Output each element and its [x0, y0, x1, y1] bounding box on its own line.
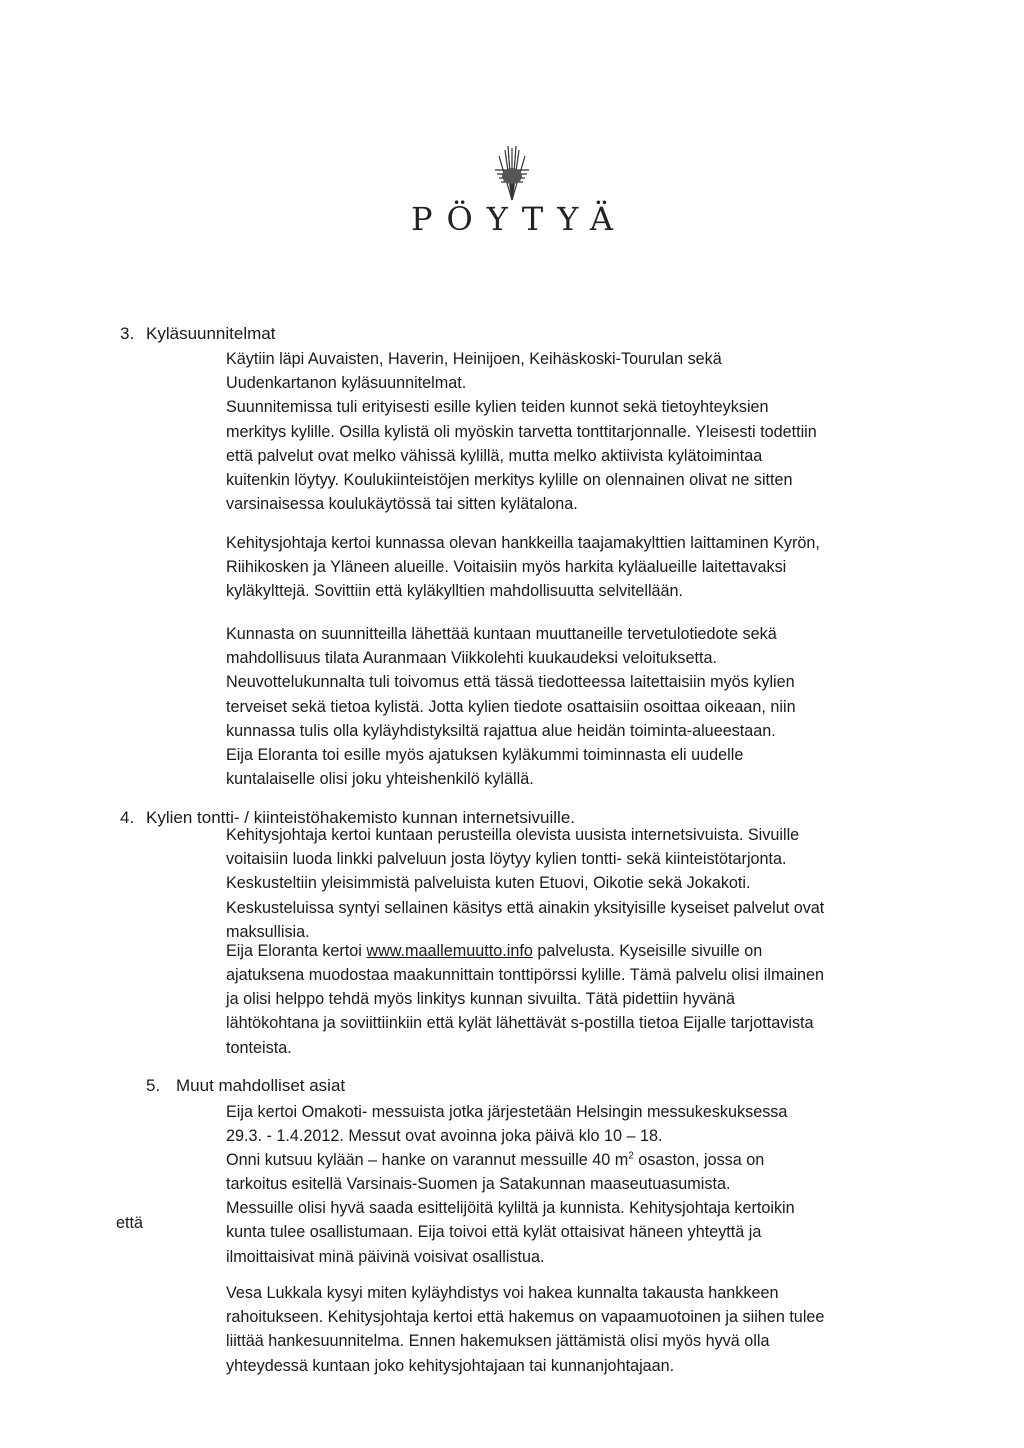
section-number: 5.	[146, 1076, 161, 1095]
paragraph: Kehitysjohtaja kertoi kuntaan perusteilla olevista uusista internetsivuista. Sivuille voitaisiin luoda linkki palveluun josta löytyy kylien tontti- sekä kiinteistötarjonta. Keskusteltiin yleisimmistä palveluista kuten Etuovi, Oikotie sekä Jokakoti. Keskusteluissa syntyi sellainen käsitys että ainakin yksityisille kyseiset palvelut ovat maksullisia.	[226, 826, 825, 941]
paragraph: Kunnasta on suunnitteilla lähettää kuntaan muuttaneille tervetulotiedote sekä mahdollisuus tilata Auranmaan Viikkolehti kuukaudeksi veloituksetta. Neuvottelukunnalta tuli toivomus että tässä tiedotteessa laitettaisiin myös kylien terveiset sekä tietoa kylistä. Jotta kylien tiedote osattaisiin osoittaa oikeaan, niin kunnassa tulis olla kyläyhdistyksiltä rajattua alue heidän toiminta-alueestaan. Eija Eloranta toi esille myös ajatuksen kyläkummi toiminnasta eli uudelle kuntalaiselle olisi joku yhteishenkilö kylällä.	[226, 625, 796, 789]
superscript: 2	[628, 1150, 634, 1162]
section-number: 4.	[120, 808, 135, 827]
section-number: 3.	[120, 324, 135, 343]
paragraph: Käytiin läpi Auvaisten, Haverin, Heinijoen, Keihäskoski-Tourulan sekä Uudenkartanon kyläsuunnitelmat. Suunnitemissa tuli erityisesti esille kylien teiden kunnot sekä tietoyhteyksien merkitys kylille. Osilla kylistä oli myöskin tarvetta tonttitarjonnalle. Yleisesti todettiin että palvelut ovat melko vähissä kylillä, mutta melko aktiivista kylätoimintaa kuitenkin löytyy. Koulukiinteistöjen merkitys kylille on olennainen olivat ne sitten varsinaisessa koulukäytössä tai sitten kylätalona.	[226, 350, 817, 514]
link-paragraph-first-line	[226, 939, 762, 963]
paragraph-line: Eija kertoi Omakoti- messuista jotka järjestetään Helsingin messukeskuksessa	[226, 1103, 788, 1121]
paragraph: Vesa Lukkala kysyi miten kyläyhdistys voi hakea kunnalta takausta hankkeen rahoitukseen. Kehitysjohtaja kertoi että hakemus on vapaamuotoinen ja siihen tulee liittää hankesuunnitelma. Ennen hakemuksen jättämistä olisi myös hyvä olla yhteydessä kuntaan joko kehitysjohtajaan tai kunnanjohtajaan.	[226, 1284, 825, 1375]
wheat-sheaf-icon	[477, 140, 547, 204]
section-title: Kyläsuunnitelmat	[146, 324, 276, 343]
paragraph: tarkoitus esitellä Varsinais-Suomen ja Satakunnan maaseutuasumista. Messuille olisi hyvä saada esittelijöitä kyliltä ja kunnista. Kehitysjohtaja kertoikin kunta tulee osallistumaan. Eija toivoi että kylät ottaisivat häneen yhteyttä ja ilmoittaisivat minä päivinä voisivat osallistua.	[226, 1175, 795, 1266]
text: Eija Eloranta kertoi	[226, 942, 367, 960]
municipality-logo	[0, 140, 1024, 238]
paragraph-line: 29.3. - 1.4.2012. Messut ovat avoinna joka päivä klo 10 – 18.	[226, 1127, 663, 1145]
logo-wordmark: PÖYTYÄ	[411, 200, 627, 238]
maallemuutto-link[interactable]: www.maallemuutto.info	[366, 942, 533, 960]
section-title: Kylien tontti- / kiinteistöhakemisto kunnan internetsivuille.	[146, 808, 575, 827]
paragraph: ajatuksena muodostaa maakunnittain tonttipörssi kylille. Tämä palvelu olisi ilmainen ja olisi helppo tehdä myös linkitys kunnan sivuilta. Tätä pidettiin hyvänä lähtökohtana ja soviittiinkiin että kylät lähettävät s-postilla tietoa Eijalle tarjottavista tonteista.	[226, 966, 825, 1057]
text: palvelusta. Kyseisille sivuille on	[532, 942, 763, 960]
margin-word: että	[116, 1214, 144, 1232]
section-title: Muut mahdolliset asiat	[176, 1076, 346, 1095]
text: Onni kutsuu kylään – hanke on varannut messuille 40 m	[226, 1151, 629, 1169]
paragraph: Kehitysjohtaja kertoi kunnassa olevan hankkeilla taajamakylttien laittaminen Kyrön, Riihikosken ja Yläneen alueille. Voitaisiin myös harkita kyläalueille laitettavaksi kyläkylttejä. Sovittiin että kyläkylltien mahdollisuutta selvitellään.	[226, 534, 820, 601]
text: osaston, jossa on	[633, 1151, 765, 1169]
paragraph-line	[226, 1148, 764, 1172]
